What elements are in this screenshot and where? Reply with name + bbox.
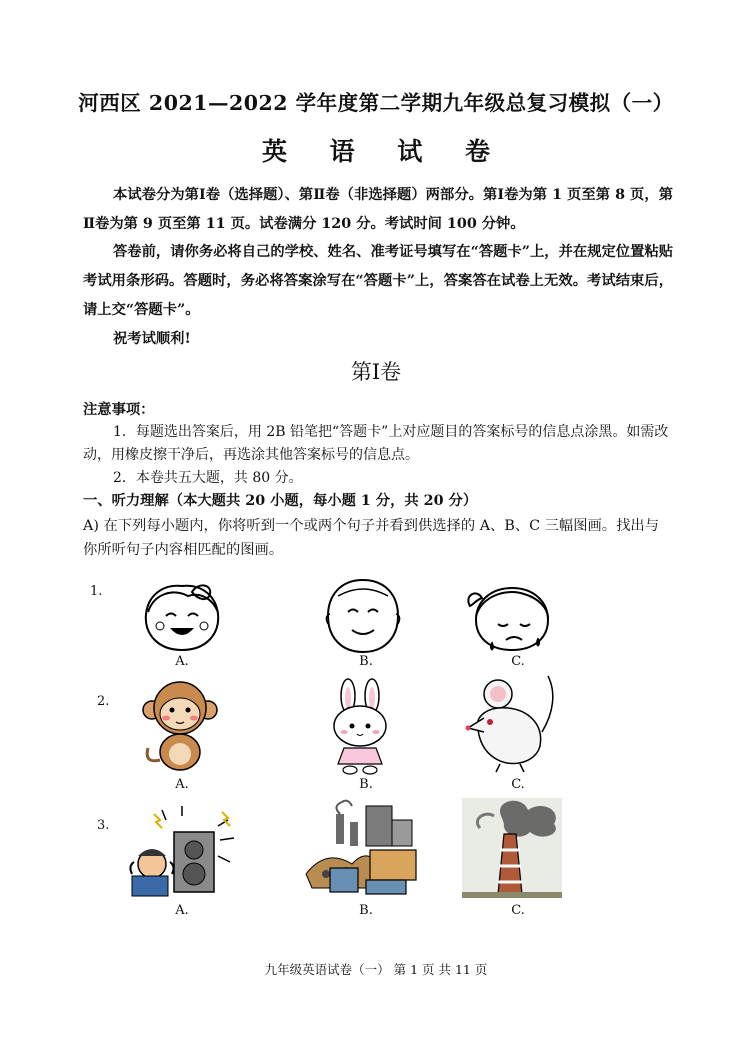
- noise-pollution-image: [126, 806, 238, 896]
- option-label: A.: [175, 777, 189, 792]
- option-label: A.: [175, 654, 189, 669]
- option-label: C.: [511, 777, 525, 792]
- smiling-boy-image: [318, 576, 408, 654]
- page-footer: 九年级英语试卷（一） 第 1 页 共 11 页: [264, 962, 488, 977]
- option-label: C.: [511, 903, 525, 918]
- notes-heading: 注意事项：: [83, 402, 155, 418]
- crying-girl-image: [462, 578, 562, 654]
- part-heading: 第Ⅰ卷: [350, 360, 402, 384]
- rabbit-image: [322, 678, 398, 778]
- option-label: B.: [359, 777, 373, 792]
- option-label: B.: [359, 654, 373, 669]
- option-label: C.: [511, 654, 525, 669]
- section-heading: 一、听力理解（本大题共 20 小题，每小题 1 分，共 20 分）: [83, 493, 478, 509]
- note-2: 2．本卷共五大题，共 80 分。: [113, 470, 303, 486]
- note-1: 1．每题选出答案后，用 2B 铅笔把“答题卡”上对应题目的答案标号的信息点涂黑。如需改动，用橡皮擦干净后，再选涂其他答案标号的信息点。: [83, 424, 669, 463]
- garbage-pollution-image: [306, 800, 422, 896]
- option-label: A.: [175, 903, 189, 918]
- air-pollution-image: [462, 798, 562, 898]
- intro-paragraph-3: 祝考试顺利!: [113, 331, 191, 347]
- option-label: B.: [359, 903, 373, 918]
- intro-paragraph-2: 答卷前，请你务必将自己的学校、姓名、准考证号填写在“答题卡”上，并在规定位置粘贴考试用条形码。答题时，务必将答案涂写在“答题卡”上，答案答在试卷上无效。考试结束后，请上交“答题卡”。: [83, 244, 674, 318]
- smiling-girl-image: [132, 578, 232, 654]
- question-number: 2.: [97, 694, 110, 709]
- monkey-image: [140, 680, 220, 776]
- question-number: 1.: [90, 584, 103, 599]
- question-number: 3.: [97, 818, 110, 833]
- section-a-instruction: A) 在下列每小题内，你将听到一个或两个句子并看到供选择的 A、B、C 三幅图画。找出与你所听句子内容相匹配的图画。: [83, 518, 659, 558]
- exam-title: 河西区 2021—2022 学年度第二学期九年级总复习模拟（一）: [78, 91, 674, 115]
- exam-subtitle: 英 语 试 卷: [261, 137, 491, 166]
- mouse-image: [464, 672, 560, 776]
- intro-paragraph-1: 本试卷分为第Ⅰ卷（选择题）、第Ⅱ卷（非选择题）两部分。第Ⅰ卷为第 1 页至第 8 页，第Ⅱ卷为第 9 页至第 11 页。试卷满分 120 分。考试时间 100 分钟。: [83, 187, 673, 232]
